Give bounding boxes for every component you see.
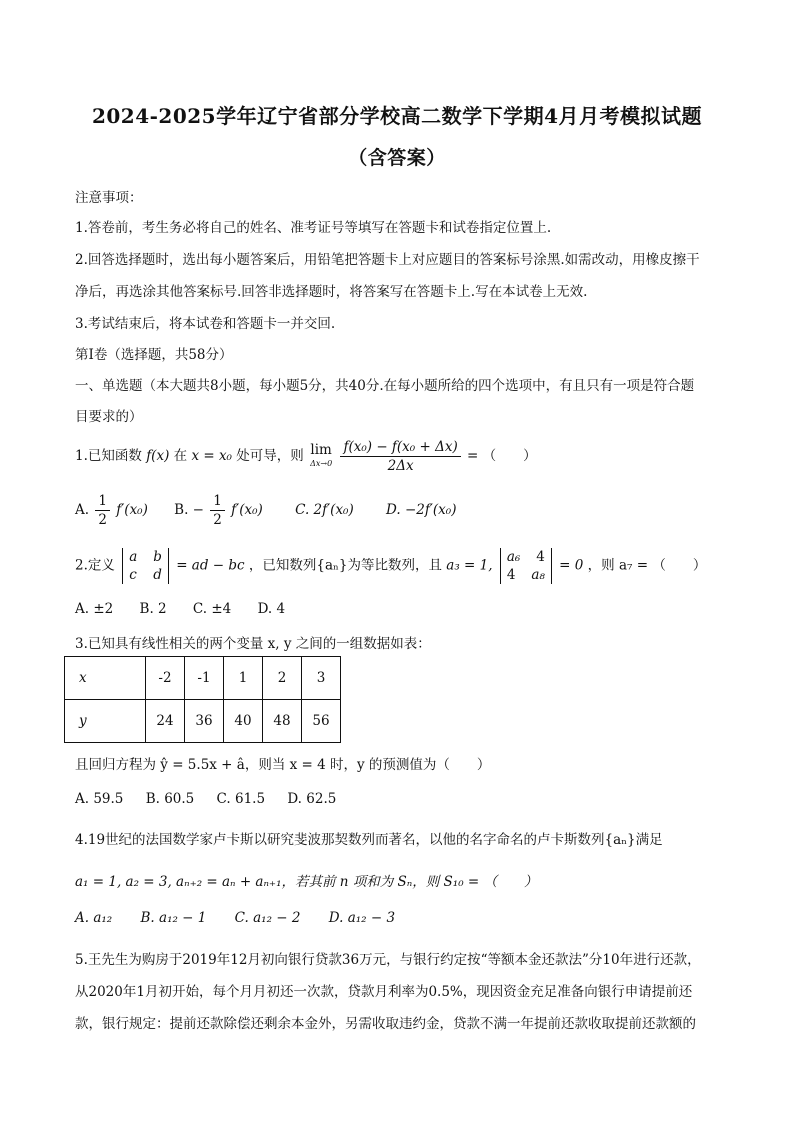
q4-option-c: C. a₁₂ − 2 xyxy=(234,910,301,926)
q2-m22: a₈ xyxy=(531,567,545,583)
q3-after: 且回归方程为 ŷ = 5.5x + â，则当 x = 4 时，y 的预测值为（ ） xyxy=(75,757,491,773)
q1-option-a-frac xyxy=(95,492,110,529)
q2-mid: ，已知数列{aₙ}为等比数列，且 xyxy=(248,557,442,574)
q1-option-a-tail: f′(x₀) xyxy=(116,502,148,518)
table-cell: 24 xyxy=(146,700,185,743)
q3-stem: 3.已知具有线性相关的两个变量 x, y 之间的一组数据如表： xyxy=(75,636,431,652)
q1-option-c: C. 2f′(x₀) xyxy=(295,502,354,518)
q2-option-c: C. ±4 xyxy=(192,601,232,617)
q2-eq0: = 0 xyxy=(559,557,584,574)
q1-option-b-tail: f′(x₀) xyxy=(231,502,263,518)
question-1 xyxy=(75,438,537,475)
q1-option-b-letter: B. − xyxy=(174,502,204,518)
q1-option-b xyxy=(174,492,263,529)
q1-lim-sub: Δx→0 xyxy=(310,458,333,468)
q2-m21: 4 xyxy=(506,567,516,583)
q4-option-a: A. a₁₂ xyxy=(75,910,113,926)
q4-option-d: D. a₁₂ − 3 xyxy=(328,910,396,926)
q1-denominator: 2Δx xyxy=(387,458,414,474)
q2-a3: a₃ = 1, xyxy=(446,557,493,574)
part-heading: 第I卷（选择题，共58分） xyxy=(75,347,233,363)
q3-option-d: D. 62.5 xyxy=(287,791,337,807)
table-row-head: x xyxy=(65,657,146,700)
q2-option-d: D. 4 xyxy=(257,601,286,617)
q1-cond: x = x₀ xyxy=(191,448,232,464)
page-title: 2024-2025学年辽宁省部分学校高二数学下学期4月月考模拟试题 xyxy=(91,104,703,128)
q1-option-a-num: 1 xyxy=(95,492,110,511)
q4-option-b: B. a₁₂ − 1 xyxy=(140,910,207,926)
table-cell: 1 xyxy=(224,657,263,700)
q2-determinant xyxy=(500,548,552,584)
q1-option-b-frac xyxy=(210,492,225,529)
q3-data-table xyxy=(64,656,341,743)
table-cell: 40 xyxy=(224,700,263,743)
q2-tail: ，则 a₇ = （ ） xyxy=(587,557,707,574)
q2-prefix: 2.定义 xyxy=(75,557,115,574)
q2-m12: 4 xyxy=(536,549,545,565)
q1-numerator: f(x₀) − f(x₀ + Δx) xyxy=(340,438,460,457)
q1-tail: = （ ） xyxy=(467,448,537,464)
q1-option-b-num: 1 xyxy=(210,492,225,511)
q2-det-a: a xyxy=(129,549,138,565)
notice-item-2b: 净后，再选涂其他答案标号.回答非选择题时，将答案写在答题卡上.写在本试卷上无效. xyxy=(75,284,588,300)
q1-mid1: 在 xyxy=(173,448,188,464)
q4-options xyxy=(75,910,395,926)
question-2 xyxy=(75,548,706,584)
table-row xyxy=(65,700,341,743)
q2-det-d: d xyxy=(153,567,162,583)
q2-definition: = ad − bc xyxy=(176,557,245,574)
table-cell: 48 xyxy=(263,700,302,743)
table-cell: -1 xyxy=(185,657,224,700)
q1-option-b-den: 2 xyxy=(213,512,222,528)
table-row-head: y xyxy=(65,700,146,743)
q1-option-a-letter: A. xyxy=(75,502,90,518)
notice-item-1: 1.答卷前，考生务必将自己的姓名、准考证号等填写在答题卡和试卷指定位置上. xyxy=(75,220,552,236)
table-cell: -2 xyxy=(146,657,185,700)
q1-option-d: D. −2f′(x₀) xyxy=(386,502,457,518)
q1-lim-word: lim xyxy=(310,441,332,458)
notice-heading: 注意事项： xyxy=(75,190,143,206)
q2-det-c: c xyxy=(129,567,137,583)
q2-option-a: A. ±2 xyxy=(75,601,114,617)
q5-line-1: 5.王先生为购房于2019年12月初向银行贷款36万元，与银行约定按“等额本金还款法”分10年进行还款， xyxy=(75,952,701,968)
table-cell: 36 xyxy=(185,700,224,743)
q4-stem: 4.19世纪的法国数学家卢卡斯以研究斐波那契数列而著名，以他的名字命名的卢卡斯数列{aₙ}满足 xyxy=(75,832,663,848)
q1-option-a xyxy=(75,492,148,529)
notice-item-2a: 2.回答选择题时，选出每小题答案后，用铅笔把答题卡上对应题目的答案标号涂黑.如需改动，用橡皮擦干 xyxy=(75,252,700,268)
page-subtitle: （含答案） xyxy=(348,147,446,169)
section-heading-a: 一、单选题（本大题共8小题，每小题5分，共40分.在每小题所给的四个选项中，有且只有一项是符合题 xyxy=(75,378,695,394)
table-row xyxy=(65,657,341,700)
q1-limit xyxy=(310,443,332,471)
q2-options xyxy=(75,601,285,617)
table-cell: 56 xyxy=(302,700,341,743)
section-heading-b: 目要求的） xyxy=(75,409,143,425)
q2-definition-determinant xyxy=(122,548,169,584)
q2-option-b: B. 2 xyxy=(139,601,167,617)
q1-prefix: 1.已知函数 xyxy=(75,448,142,464)
q3-option-a: A. 59.5 xyxy=(75,791,124,807)
q4-condition: a₁ = 1, a₂ = 3, aₙ₊₂ = aₙ + aₙ₊₁，若其前 n 项和为 Sₙ，则 S₁₀ = （ ） xyxy=(75,874,538,890)
q1-mid2: 处可导，则 xyxy=(236,448,304,464)
q1-option-a-den: 2 xyxy=(98,512,107,528)
q2-det-b: b xyxy=(153,549,162,565)
q3-options xyxy=(75,791,336,807)
q5-line-3: 款，银行规定：提前还款除偿还剩余本金外，另需收取违约金，贷款不满一年提前还款收取提前还款额的 xyxy=(75,1016,696,1032)
q2-m11: a₆ xyxy=(506,549,521,565)
q1-options xyxy=(75,492,456,529)
q3-option-c: C. 61.5 xyxy=(216,791,266,807)
table-cell: 3 xyxy=(302,657,341,700)
table-cell: 2 xyxy=(263,657,302,700)
q3-option-b: B. 60.5 xyxy=(145,791,195,807)
q1-fraction xyxy=(340,438,460,475)
q5-line-2: 从2020年1月初开始，每个月月初还一次款，贷款月利率为0.5%，现因资金充足准备向银行申请提前还 xyxy=(75,984,693,1000)
notice-item-3: 3.考试结束后，将本试卷和答题卡一并交回. xyxy=(75,316,336,332)
q1-fx: f(x) xyxy=(146,448,170,464)
